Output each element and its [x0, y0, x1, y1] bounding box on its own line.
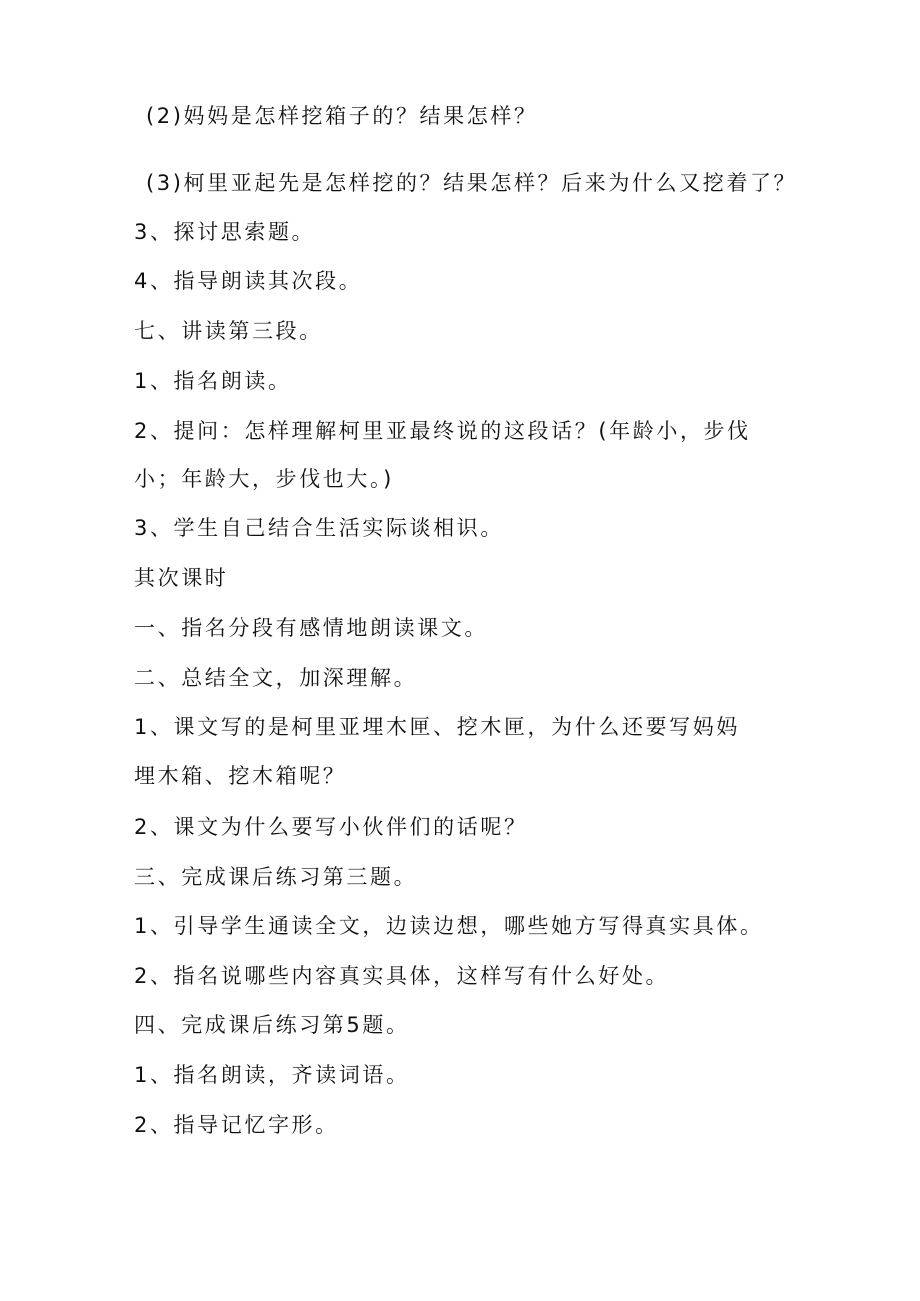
text-line: 2、指名说哪些内容真实具体，这样写有什么好处。 — [134, 964, 670, 988]
text-line: 2、指导记忆字形。 — [134, 1113, 339, 1137]
lesson-heading: 其次课时 — [134, 566, 229, 590]
question-line: (2)妈妈是怎样挖箱子的？结果怎样？ — [146, 104, 538, 128]
text-line: 小；年龄大，步伐也大。) — [134, 467, 394, 491]
text-line: 1、指名朗读。 — [134, 369, 292, 393]
text-line: 2、课文为什么要写小伙伴们的话呢？ — [134, 815, 528, 839]
question-line: (3)柯里亚起先是怎样挖的？结果怎样？后来为什么又挖着了？ — [146, 171, 798, 195]
text-line: 3、探讨思索题。 — [134, 220, 316, 244]
section-heading: 二、总结全文，加深理解。 — [134, 666, 418, 690]
text-line: 1、指名朗读，齐读词语。 — [134, 1063, 410, 1087]
section-heading: 七、讲读第三段。 — [134, 319, 323, 343]
section-heading: 三、完成课后练习第三题。 — [134, 865, 418, 889]
text-line: 1、引导学生通读全文，边读边想，哪些她方写得真实具体。 — [134, 914, 764, 938]
text-line: 2、提问：怎样理解柯里亚最终说的这段话？(年龄小，步伐 — [134, 419, 751, 443]
text-line: 4、指导朗读其次段。 — [134, 269, 363, 293]
section-heading: 四、完成课后练习第5题。 — [134, 1013, 410, 1037]
text-line: 1、课文写的是柯里亚埋木匣、挖木匣，为什么还要写妈妈 — [134, 715, 740, 739]
text-line: 埋木箱、挖木箱呢？ — [134, 764, 347, 788]
section-heading: 一、指名分段有感情地朗读课文。 — [134, 616, 488, 640]
text-line: 3、学生自己结合生活实际谈相识。 — [134, 516, 504, 540]
